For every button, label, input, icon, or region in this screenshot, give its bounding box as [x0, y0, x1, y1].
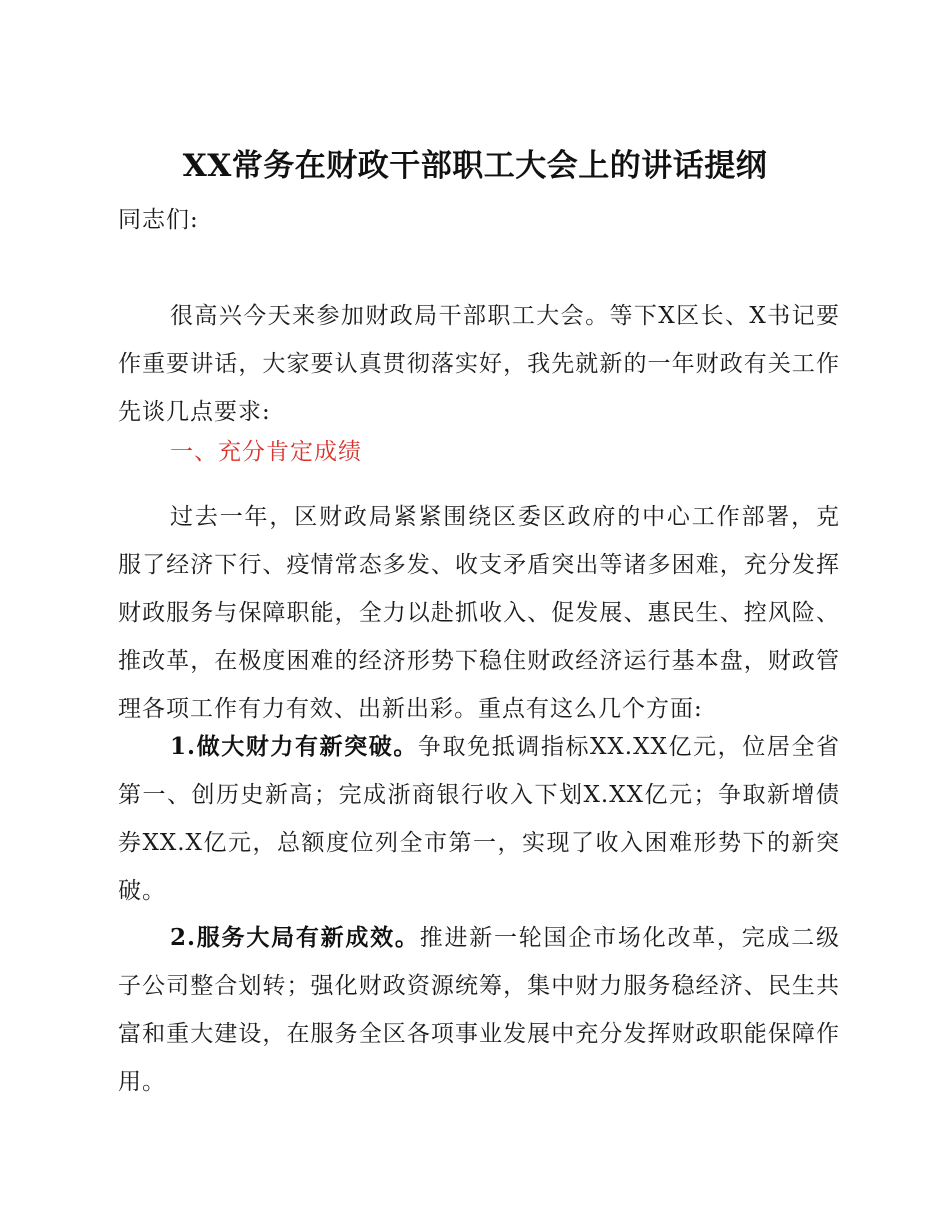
point-2-body: 推进新一轮国企市场化改革，完成二级子公司整合划转；强化财政资源统筹，集中财力服务稳经济、民生共富和重大建设，在服务全区各项事业发展中充分发挥财政职能保障作用。 [118, 925, 841, 1095]
point-2-lead: 2.服务大局有新成效。 [170, 924, 420, 951]
intro-paragraph: 很高兴今天来参加财政局干部职工大会。等下X区长、X书记要作重要讲话，大家要认真贯彻落实好，我先就新的一年财政有关工作先谈几点要求: [118, 303, 840, 425]
review-paragraph: 过去一年，区财政局紧紧围绕区委区政府的中心工作部署，克服了经济下行、疫情常态多发、收支矛盾突出等诸多困难，充分发挥财政服务与保障职能，全力以赴抓收入、促发展、惠民生、控风险、推改革，在极度困难的经济形势下稳住财政经济运行基本盘，财政管理各项工作有力有效、出新出彩。重点有这么几个方面: [118, 504, 840, 722]
section-heading: 一、充分肯定成绩 [170, 439, 362, 465]
point-paragraph-2 [118, 914, 840, 1106]
point-1-lead: 1.做大财力有新突破。 [170, 733, 418, 760]
document-title: XX常务在财政干部职工大会上的讲话提纲 [182, 148, 768, 184]
salutation: 同志们: [118, 207, 199, 233]
point-1-body: 争取免抵调指标XX.XX亿元，位居全省第一、创历史新高；完成浙商银行收入下划X.XX亿元；争取新增债券XX.X亿元，总额度位列全市第一，实现了收入困难形势下的新突破。 [118, 734, 840, 904]
point-paragraph-1 [118, 723, 840, 915]
